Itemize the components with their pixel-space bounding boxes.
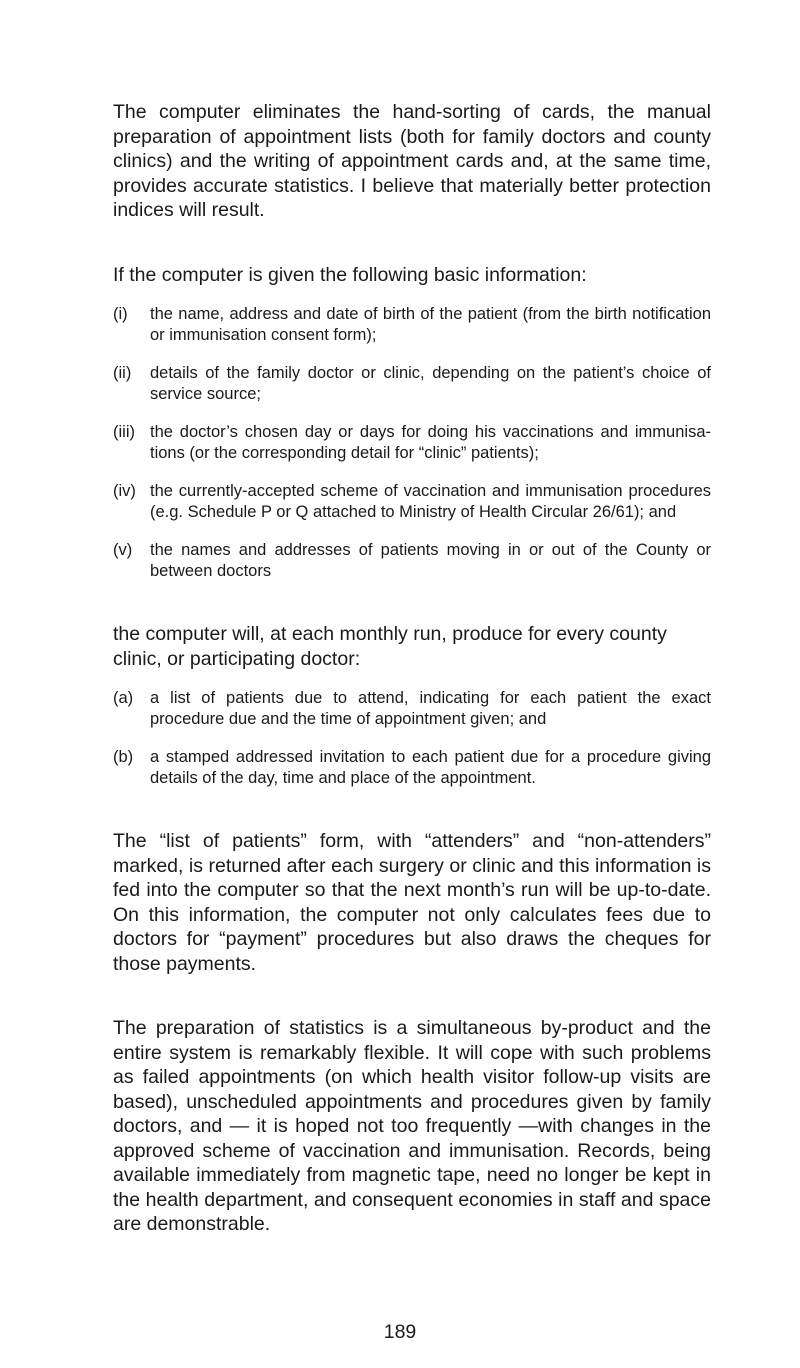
list-item-marker: (b) — [113, 748, 134, 766]
list-item — [113, 363, 711, 405]
list-item-text: a list of patients due to attend, indicating for each patient the exact procedure due and the time of appointment given; and — [150, 689, 711, 728]
list-item-marker: (i) — [113, 305, 128, 323]
list-form-paragraph: The “list of patients” form, with “attenders” and “non-attenders” marked, is returned after each surgery or clinic and this information is fed into the computer so that the next month’s run will be up-to-date. On this information, the computer not only calculates fees due to doctors for “payment” procedures but also draws the cheques for those payments. — [113, 830, 711, 975]
list-item-marker: (ii) — [113, 364, 132, 382]
list-item-text: details of the family doctor or clinic, depending on the patient’s choice of service source; — [150, 364, 711, 403]
statistics-paragraph: The preparation of statistics is a simultaneous by-product and the entire system is remarkably flexible. It will cope with such problems as failed appointments (on which health visitor follow-up visits are based), unscheduled appointments and procedures given by family doctors, and — it is hoped not too frequently —with changes in the approved scheme of vaccination and immunisation. Records, being available immediately from magnetic tape, need no longer be kept in the health department, and consequent economies in staff and space are demonstrable. — [113, 1017, 711, 1235]
output-lead-in: the computer will, at each monthly run, produce for every county clinic, or participating doctor: — [113, 623, 667, 670]
list-item-text: the names and addresses of patients moving in or out of the County or between doctors — [150, 541, 711, 580]
input-lead-in: If the computer is given the following basic information: — [113, 263, 587, 286]
list-item — [113, 481, 711, 523]
document-page — [113, 100, 711, 1237]
list-item-text: the name, address and date of birth of the patient (from the birth notification or immunisation consent form); — [150, 305, 711, 344]
list-item — [113, 422, 711, 464]
output-list — [113, 688, 711, 789]
list-item-marker: (iii) — [113, 423, 135, 441]
list-item-marker: (v) — [113, 541, 133, 559]
intro-paragraph: The computer eliminates the hand-sorting of cards, the manual preparation of appointment lists (both for family doctors and county clinics) and the writing of appointment cards and, at the same time, provides accurate statistics. I believe that materially better protection indices will result. — [113, 101, 711, 221]
list-item — [113, 747, 711, 789]
list-item-text: the currently-accepted scheme of vaccination and immunisation procedures (e.g. Schedule P or Q attached to Ministry of Health Circular 26/61); and — [150, 482, 711, 521]
page-number: 189 — [383, 1321, 417, 1343]
list-item-marker: (iv) — [113, 482, 136, 500]
list-item-marker: (a) — [113, 689, 134, 707]
list-item-text: the doctor’s chosen day or days for doing his vaccinations and immunisations (or the corresponding detail for “clinic” patients); — [150, 423, 711, 462]
list-item — [113, 540, 711, 582]
list-item-text: a stamped addressed invitation to each patient due for a procedure giving details of the day, time and place of the appointment. — [150, 748, 711, 787]
list-item — [113, 304, 711, 346]
input-list — [113, 304, 711, 582]
list-item — [113, 688, 711, 730]
